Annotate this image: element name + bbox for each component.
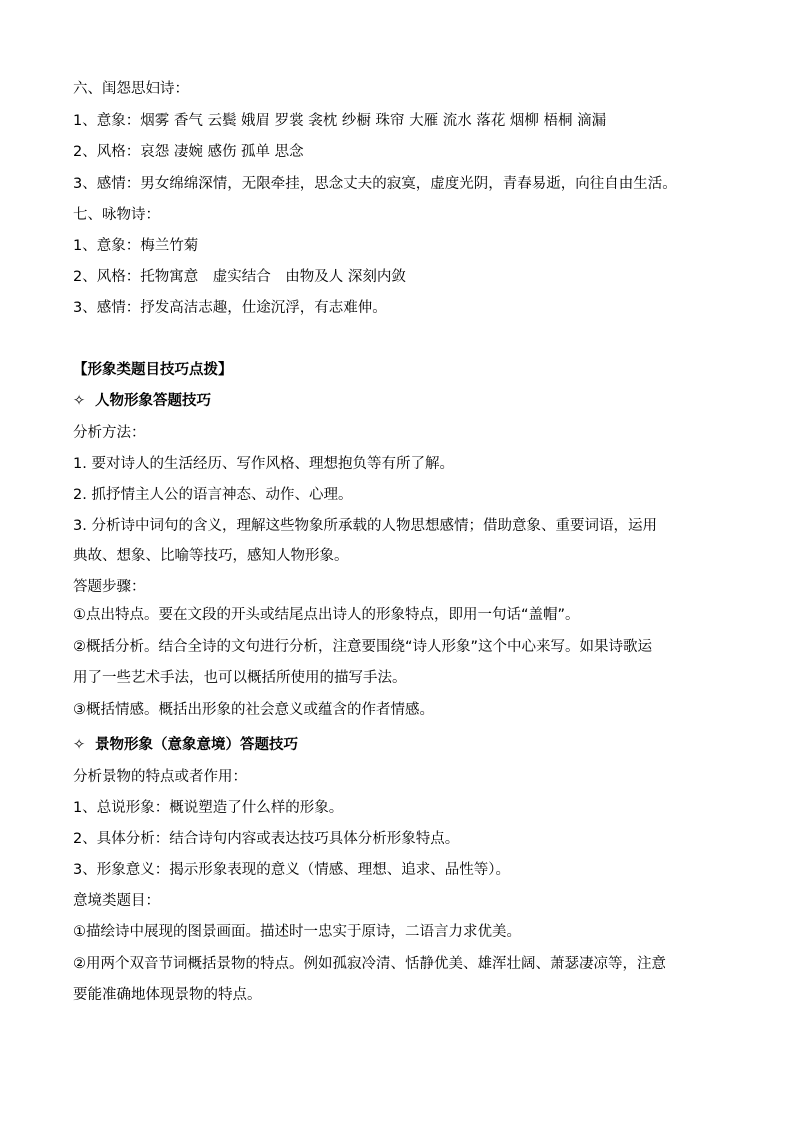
section6-item-2: 2、风格：哀怨 凄婉 感伤 孤单 思念: [73, 144, 304, 160]
scene-mood-label: 意境类题目：: [73, 893, 160, 909]
diamond-icon: ✧: [73, 393, 86, 409]
person-step-2: ②概括分析。结合全诗的文句进行分析，注意要围绕“诗人形象”这个中心来写。如果诗歌运: [73, 639, 653, 655]
person-heading: 人物形象答题技巧: [95, 393, 211, 409]
section7-item-1: 1、意象：梅兰竹菊: [73, 238, 199, 254]
diamond-icon: ✧: [73, 737, 86, 753]
person-method-2: 2. 抓抒情主人公的语言神态、动作、心理。: [73, 487, 353, 503]
scene-analysis-3: 3、形象意义：揭示形象表现的意义（情感、理想、追求、品性等）。: [73, 862, 510, 878]
section7-item-3: 3、感情：抒发高洁志趣，仕途沉浮，有志难伸。: [73, 300, 387, 316]
section6-item-3: 3、感情：男女绵绵深情，无限牵挂，思念丈夫的寂寞，虚度光阴，青春易逝，向往自由生活。: [73, 176, 677, 192]
person-method-label: 分析方法：: [73, 425, 146, 441]
person-step-2-cont: 用了一些艺术手法，也可以概括所使用的描写手法。: [73, 670, 407, 686]
section7-heading: 七、咏物诗：: [73, 207, 160, 223]
person-step-1: ①点出特点。要在文段的开头或结尾点出诗人的形象特点，即用一句话“盖帽”。: [73, 607, 580, 623]
person-method-1: 1. 要对诗人的生活经历、写作风格、理想抱负等有所了解。: [73, 456, 454, 472]
scene-heading-row: [73, 735, 733, 755]
scene-mood-2-cont: 要能准确地体现景物的特点。: [73, 987, 262, 1003]
person-method-3: 3. 分析诗中词句的含义，理解这些物象所承载的人物思想感情；借助意象、重要词语，运用: [73, 518, 657, 534]
tips-title: 【形象类题目技巧点拨】: [73, 362, 233, 378]
scene-analysis-label: 分析景物的特点或者作用：: [73, 769, 247, 785]
person-step-3: ③概括情感。概括出形象的社会意义或蕴含的作者情感。: [73, 702, 434, 718]
section7-item-2: 2、风格：托物寓意 虚实结合 由物及人 深刻内敛: [73, 269, 406, 285]
person-method-3-cont: 典故、想象、比喻等技巧，感知人物形象。: [73, 548, 349, 564]
scene-analysis-2: 2、具体分析：结合诗句内容或表达技巧具体分析形象特点。: [73, 831, 460, 847]
section6-item-1: 1、意象：烟雾 香气 云鬓 娥眉 罗裳 衾枕 纱橱 珠帘 大雁 流水 落花 烟柳 梧桐 滴漏: [73, 113, 607, 129]
scene-mood-1: ①描绘诗中展现的图景画面。描述时一忠实于原诗，二语言力求优美。: [73, 924, 521, 940]
person-heading-row: [73, 391, 733, 411]
scene-analysis-1: 1、总说形象：概说塑造了什么样的形象。: [73, 800, 344, 816]
scene-mood-2: ②用两个双音节词概括景物的特点。例如孤寂冷清、恬静优美、雄浑壮阔、萧瑟凄凉等，注意: [73, 956, 666, 972]
person-steps-label: 答题步骤：: [73, 579, 146, 595]
section6-heading: 六、闺怨思妇诗：: [73, 81, 189, 97]
scene-heading: 景物形象（意象意境）答题技巧: [95, 737, 298, 753]
